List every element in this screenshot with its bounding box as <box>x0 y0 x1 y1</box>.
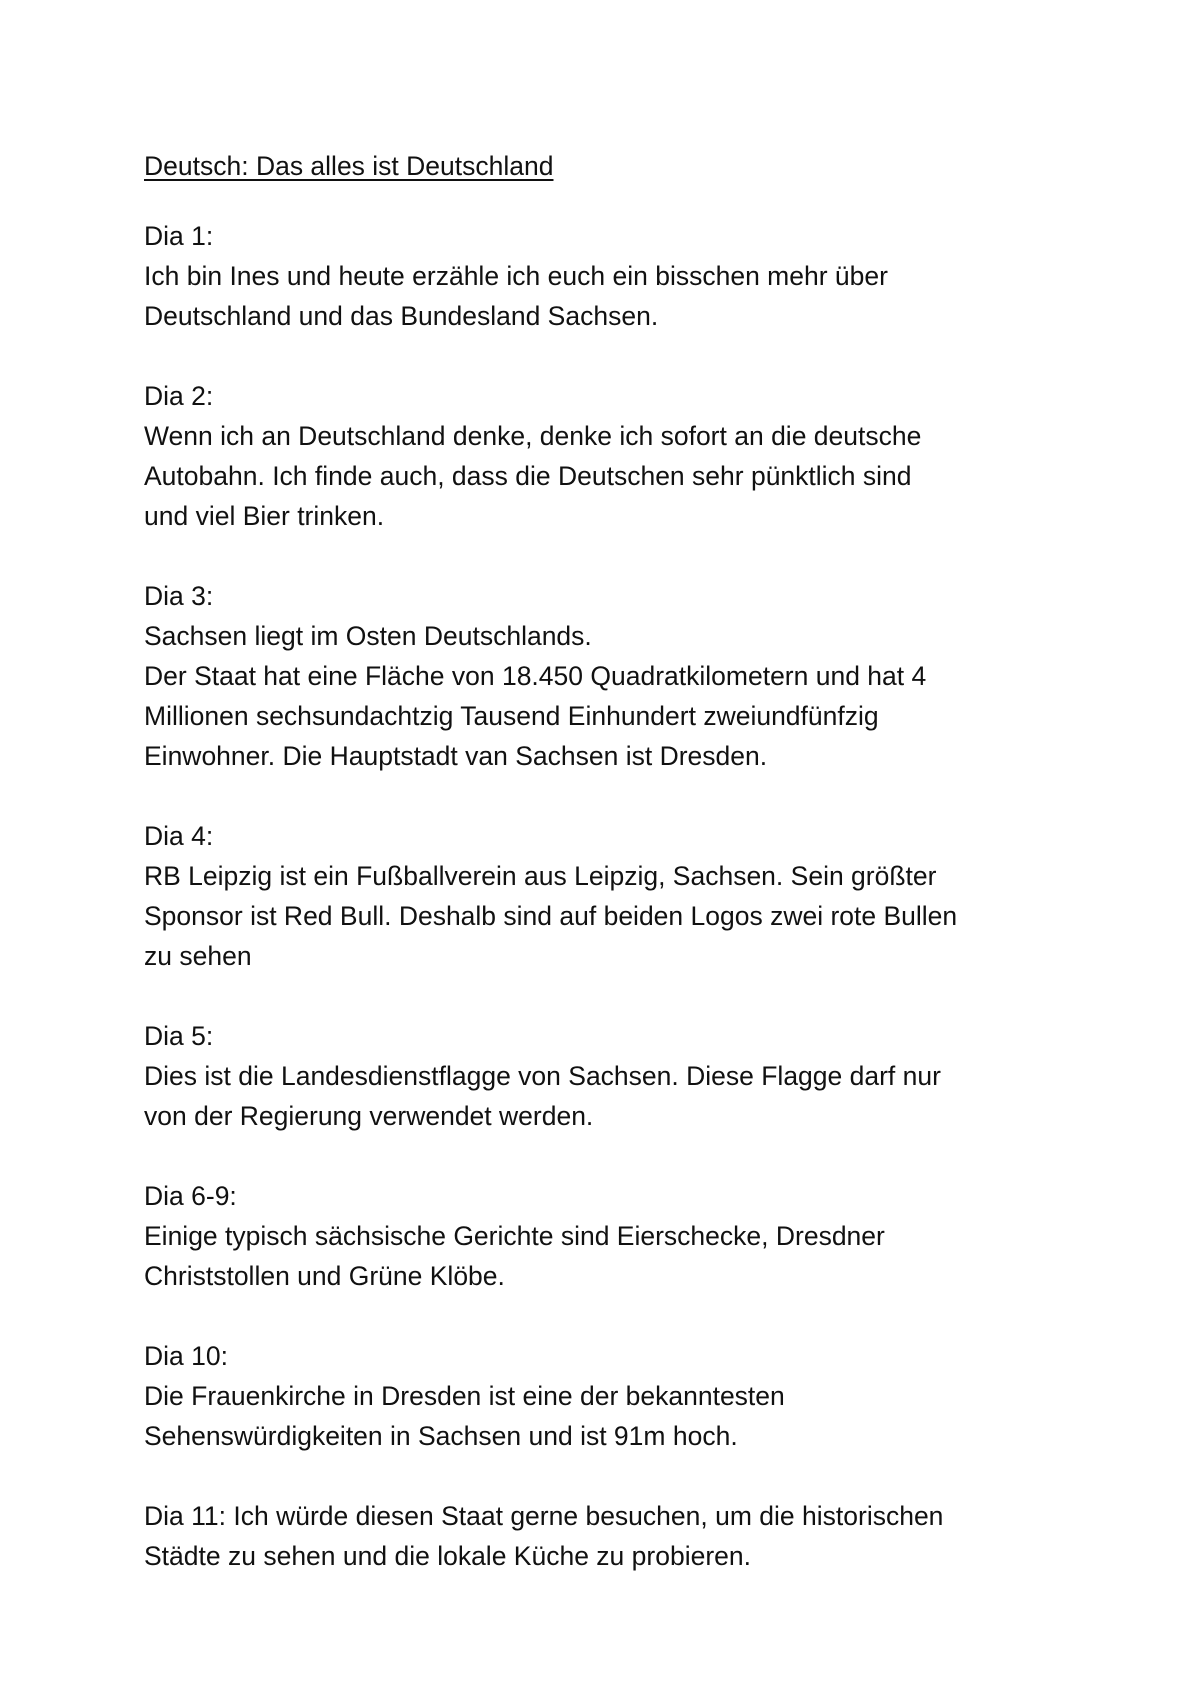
slide-label: Dia 6-9: <box>144 1181 237 1211</box>
text-line: zu sehen <box>144 941 252 971</box>
slide-label: Dia 11: <box>144 1501 226 1531</box>
text-line <box>144 1496 1084 1536</box>
slide-section-2 <box>144 376 1084 536</box>
slide-section-5 <box>144 1016 1084 1136</box>
closing-text: Ich würde diesen Staat gerne besuchen, um die historischen <box>233 1501 944 1531</box>
slide-section-3 <box>144 576 1084 776</box>
text-line: von der Regierung verwendet werden. <box>144 1101 594 1131</box>
text-line: Ich bin Ines und heute erzähle ich euch ein bisschen mehr über <box>144 261 888 291</box>
text-line: Sachsen liegt im Osten Deutschlands. <box>144 621 592 651</box>
text-line: Autobahn. Ich finde auch, dass die Deutschen sehr pünktlich sind <box>144 461 912 491</box>
text-line: und viel Bier trinken. <box>144 501 385 531</box>
text-line: Städte zu sehen und die lokale Küche zu probieren. <box>144 1541 751 1571</box>
slide-label: Dia 5: <box>144 1021 214 1051</box>
text-line: Deutschland und das Bundesland Sachsen. <box>144 301 659 331</box>
slide-label: Dia 10: <box>144 1341 228 1371</box>
text-line: RB Leipzig ist ein Fußballverein aus Leipzig, Sachsen. Sein größter <box>144 861 937 891</box>
text-line: Einwohner. Die Hauptstadt van Sachsen ist Dresden. <box>144 741 768 771</box>
slide-label: Dia 2: <box>144 381 214 411</box>
slide-label: Dia 4: <box>144 821 214 851</box>
text-line: Der Staat hat eine Fläche von 18.450 Quadratkilometern und hat 4 <box>144 661 927 691</box>
slide-label: Dia 3: <box>144 581 214 611</box>
slide-label: Dia 1: <box>144 221 214 251</box>
slide-section-6-9 <box>144 1176 1084 1296</box>
document-title: Deutsch: Das alles ist Deutschland <box>144 151 554 181</box>
slide-section-1 <box>144 216 1084 336</box>
text-line: Die Frauenkirche in Dresden ist eine der bekanntesten <box>144 1381 785 1411</box>
text-line: Dies ist die Landesdienstflagge von Sachsen. Diese Flagge darf nur <box>144 1061 941 1091</box>
text-line: Millionen sechsundachtzig Tausend Einhundert zweiundfünfzig <box>144 701 879 731</box>
text-line: Sponsor ist Red Bull. Deshalb sind auf beiden Logos zwei rote Bullen <box>144 901 958 931</box>
slide-section-11 <box>144 1496 1084 1576</box>
document-page <box>144 146 1084 1616</box>
text-line: Christstollen und Grüne Klöbe. <box>144 1261 505 1291</box>
text-line: Einige typisch sächsische Gerichte sind Eierschecke, Dresdner <box>144 1221 885 1251</box>
slide-section-10 <box>144 1336 1084 1456</box>
text-line: Sehenswürdigkeiten in Sachsen und ist 91m hoch. <box>144 1421 738 1451</box>
text-line: Wenn ich an Deutschland denke, denke ich sofort an die deutsche <box>144 421 922 451</box>
slide-section-4 <box>144 816 1084 976</box>
